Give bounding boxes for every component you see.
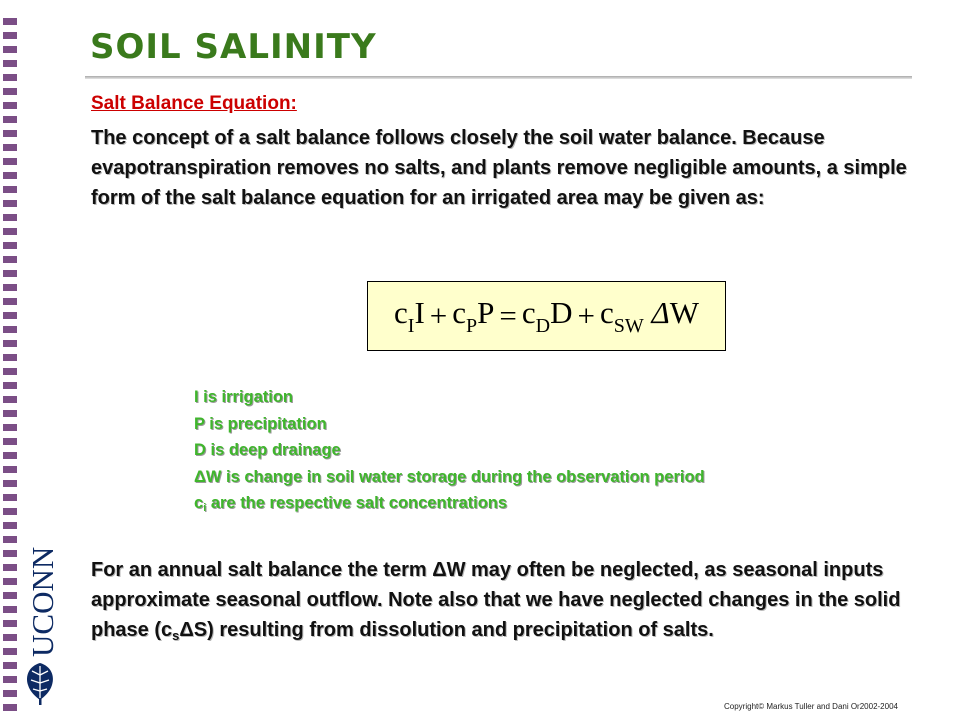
left-decorative-strip xyxy=(3,18,17,718)
copyright-notice: Copyright© Markus Tuller and Dani Or2002-2004 xyxy=(724,702,898,711)
definition-storage: ΔW is change in soil water storage during the observation period xyxy=(194,467,705,486)
eq-equals: = xyxy=(499,298,517,333)
page-title: SOIL SALINITY xyxy=(90,27,377,67)
uconn-wordmark: UCONN xyxy=(25,546,60,657)
eq-plus: + xyxy=(429,298,448,333)
definition-irrigation: I is irrigation xyxy=(194,388,294,406)
eq-term-irrigation: $c_II$ xyxy=(394,294,425,337)
eq-term-drainage: $c_DD$ xyxy=(521,294,573,337)
eq-plus-2: + xyxy=(577,298,595,333)
definition-drainage: D is deep drainage xyxy=(194,441,341,459)
eq-term-storage: $c_{SW}$ ΔW xyxy=(599,294,699,337)
closing-paragraph: For an annual salt balance the term ΔW may often be neglected, as seasonal inputs approximate seasonal outflow. Note also that we have neglected changes in the solid phase $(c_s\Delta S)$ resulting from dissolution and precipitation of salts. xyxy=(91,559,901,643)
title-divider xyxy=(85,76,912,79)
section-heading: Salt Balance Equation: xyxy=(91,93,297,114)
definition-concentrations: $c_i$ are the respective salt concentrations xyxy=(194,494,508,514)
salt-balance-equation xyxy=(367,281,726,351)
eq-term-precipitation: $c_PP$ xyxy=(452,294,495,337)
variable-definitions xyxy=(194,384,705,522)
definition-precipitation: P is precipitation xyxy=(194,414,327,433)
intro-paragraph: The concept of a salt balance follows closely the soil water balance. Because evapotranspiration removes no salts, and plants remove negligible amounts, a simple form of the salt balance equation for an irrigated area may be given as: xyxy=(91,127,907,209)
uconn-logo xyxy=(20,545,60,705)
